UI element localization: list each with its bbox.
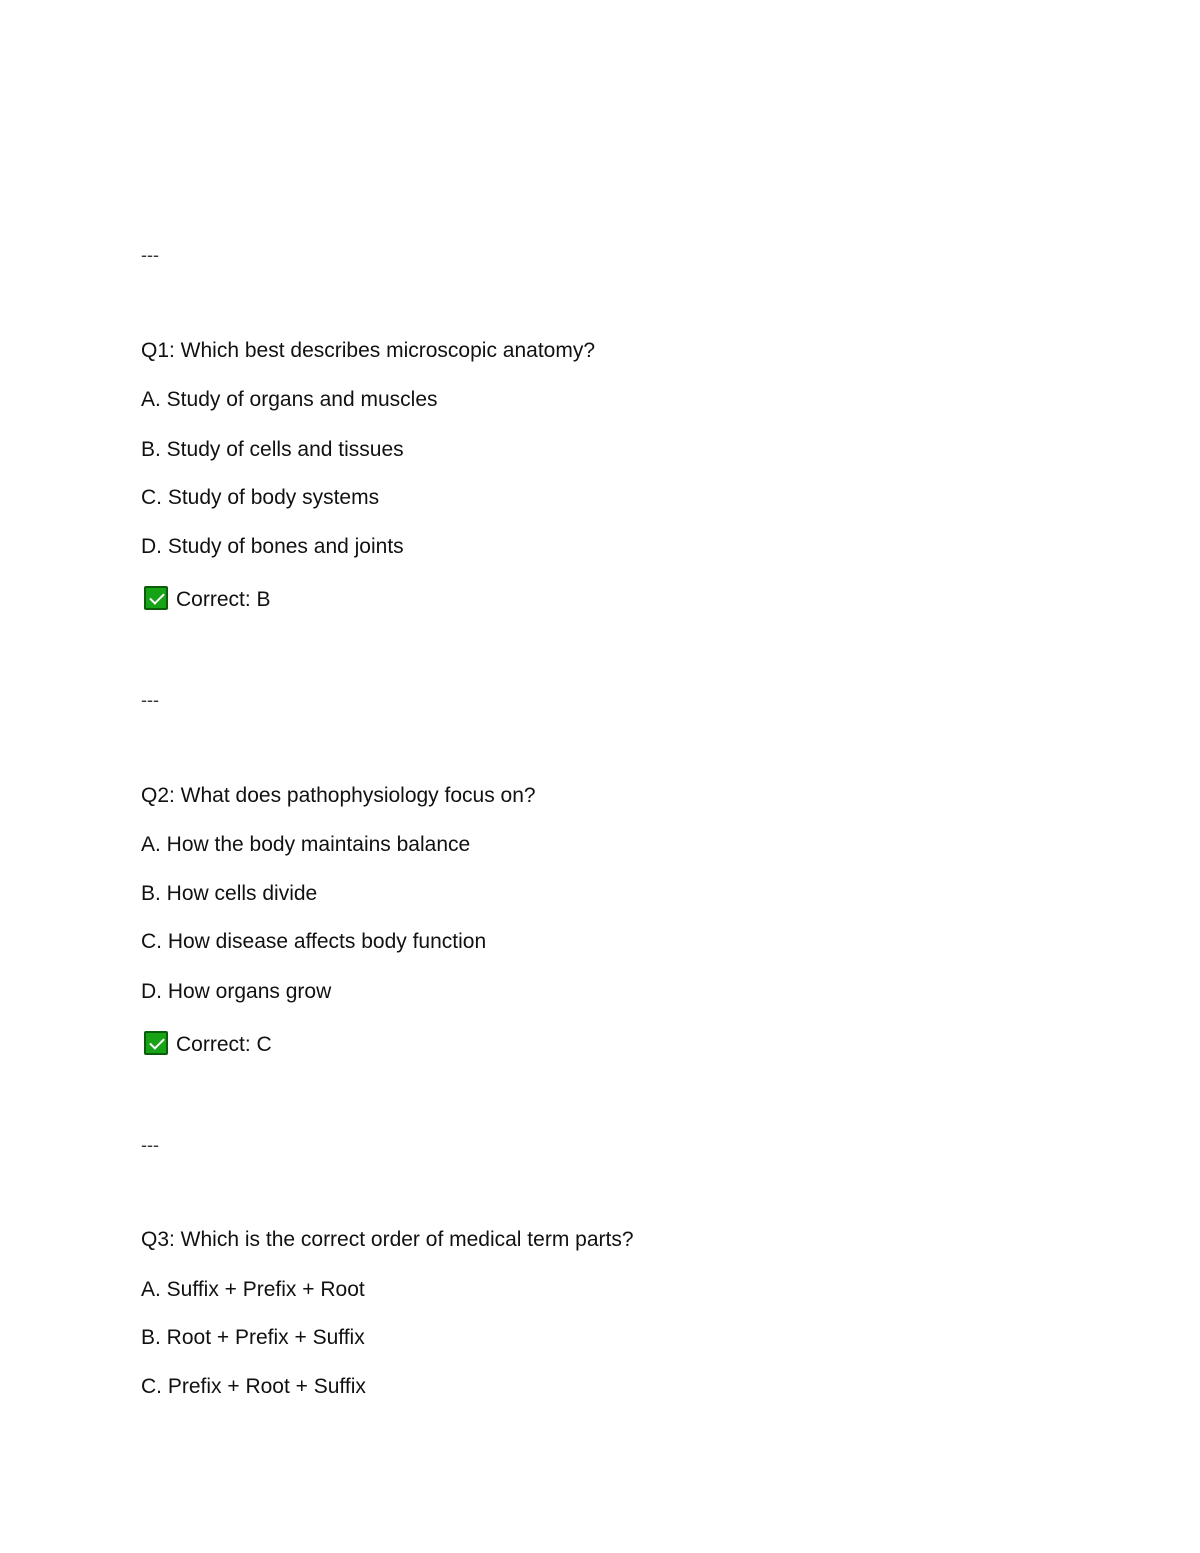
question-2-text: Q2: What does pathophysiology focus on? [141, 784, 536, 807]
question-2-option-d: D. How organs grow [141, 980, 332, 1003]
question-1-text: Q1: Which best describes microscopic anatomy? [141, 339, 596, 362]
question-3-option-c: C. Prefix + Root + Suffix [141, 1375, 366, 1398]
check-mark-icon [144, 1031, 168, 1055]
separator: --- [141, 690, 159, 710]
question-1-option-b: B. Study of cells and tissues [141, 438, 404, 461]
question-2-option-c: C. How disease affects body function [141, 930, 487, 953]
question-3-option-a: A. Suffix + Prefix + Root [141, 1278, 365, 1301]
question-1-option-c: C. Study of body systems [141, 486, 380, 509]
question-1-option-a: A. Study of organs and muscles [141, 388, 438, 411]
separator: --- [141, 1135, 159, 1155]
question-2-option-b: B. How cells divide [141, 882, 318, 905]
question-2-answer [141, 1031, 272, 1058]
question-1-answer-text: Correct: B [176, 588, 271, 611]
question-2-answer-text: Correct: C [176, 1033, 272, 1056]
question-1-answer [141, 586, 271, 613]
question-3-option-b: B. Root + Prefix + Suffix [141, 1326, 365, 1349]
question-2-option-a: A. How the body maintains balance [141, 833, 471, 856]
check-mark-icon [144, 586, 168, 610]
question-3-text: Q3: Which is the correct order of medical term parts? [141, 1228, 634, 1251]
separator: --- [141, 245, 159, 265]
question-1-option-d: D. Study of bones and joints [141, 535, 404, 558]
